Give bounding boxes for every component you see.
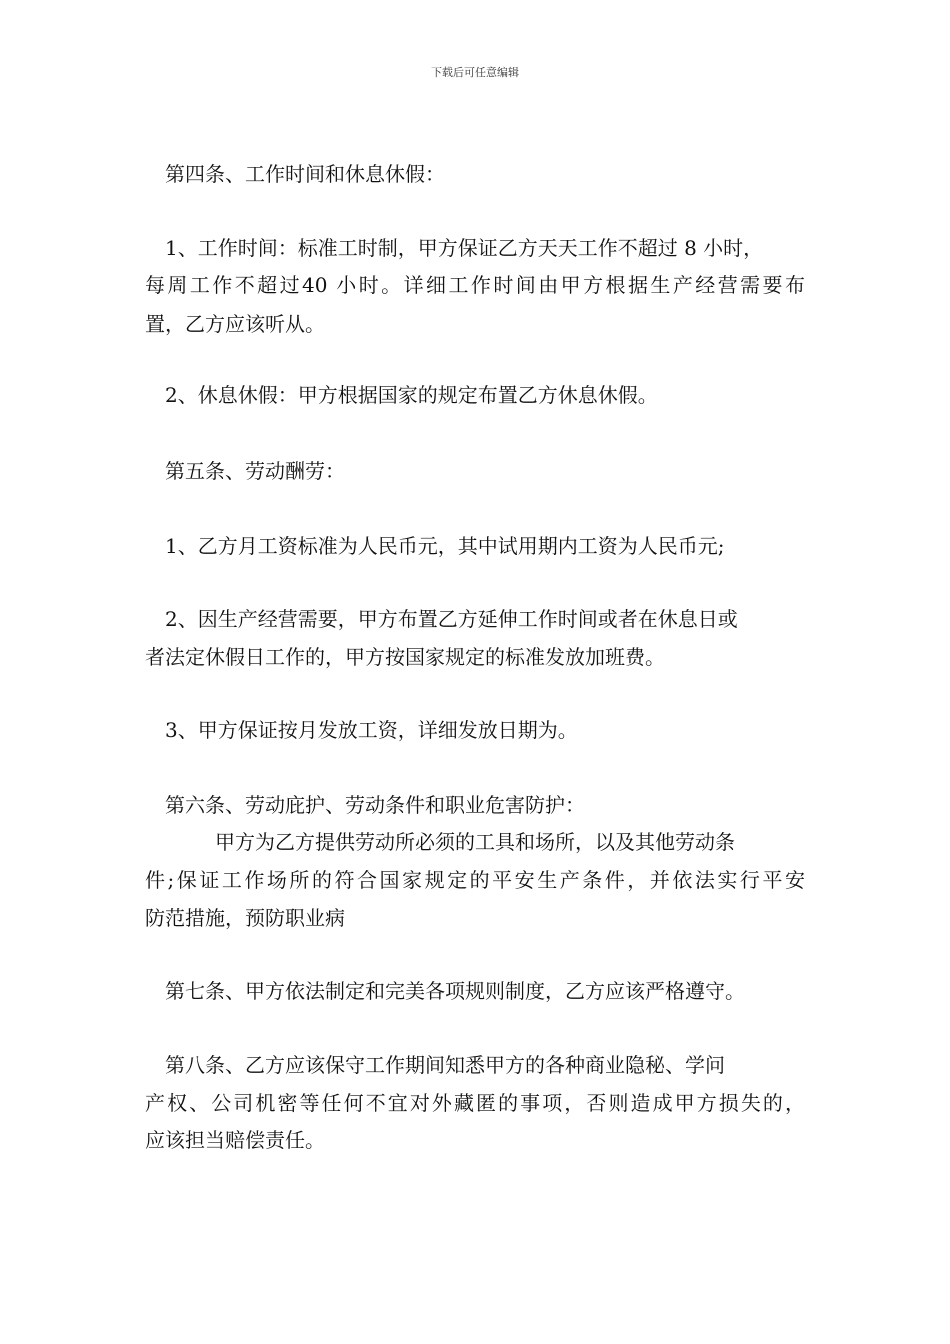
article-4-para-1-line-2: 每周工作不超过40 小时。详细工作时间由甲方根据生产经营需要布 [145, 273, 805, 297]
article-8-line-1: 第八条、乙方应该保守工作期间知悉甲方的各种商业隐秘、学问 [165, 1053, 725, 1077]
article-5-para-2-line-2: 者法定休假日工作的，甲方按国家规定的标准发放加班费。 [145, 645, 665, 669]
article-7: 第七条、甲方依法制定和完美各项规则制度，乙方应该严格遵守。 [165, 979, 745, 1003]
article-4-para-2: 2、休息休假：甲方根据国家的规定布置乙方休息休假。 [165, 383, 658, 407]
article-4-para-1-line-1: 1、工作时间：标准工时制，甲方保证乙方天天工作不超过 8 小时， [165, 236, 764, 260]
article-6-title: 第六条、劳动庇护、劳动条件和职业危害防护： [165, 793, 585, 817]
article-5-para-1: 1、乙方月工资标准为人民币元，其中试用期内工资为人民币元; [165, 534, 725, 558]
article-6-para-line-1: 甲方为乙方提供劳动所必须的工具和场所，以及其他劳动条 [215, 830, 735, 854]
article-8-line-3: 应该担当赔偿责任。 [145, 1128, 325, 1152]
article-5-para-2-line-1: 2、因生产经营需要，甲方布置乙方延伸工作时间或者在休息日或 [165, 607, 738, 631]
article-5-title: 第五条、劳动酬劳： [165, 459, 345, 483]
article-4-para-1-line-3: 置，乙方应该听从。 [145, 312, 325, 336]
article-6-para-line-2: 件;保证工作场所的符合国家规定的平安生产条件，并依法实行平安 [145, 868, 805, 892]
article-8-line-2: 产权、公司机密等任何不宜对外藏匿的事项，否则造成甲方损失的， [145, 1091, 805, 1115]
page-header-note: 下载后可任意编辑 [431, 66, 519, 79]
article-6-para-line-3: 防范措施，预防职业病 [145, 906, 345, 930]
article-5-para-3: 3、甲方保证按月发放工资，详细发放日期为。 [165, 718, 578, 742]
article-4-title: 第四条、工作时间和休息休假： [165, 162, 445, 186]
